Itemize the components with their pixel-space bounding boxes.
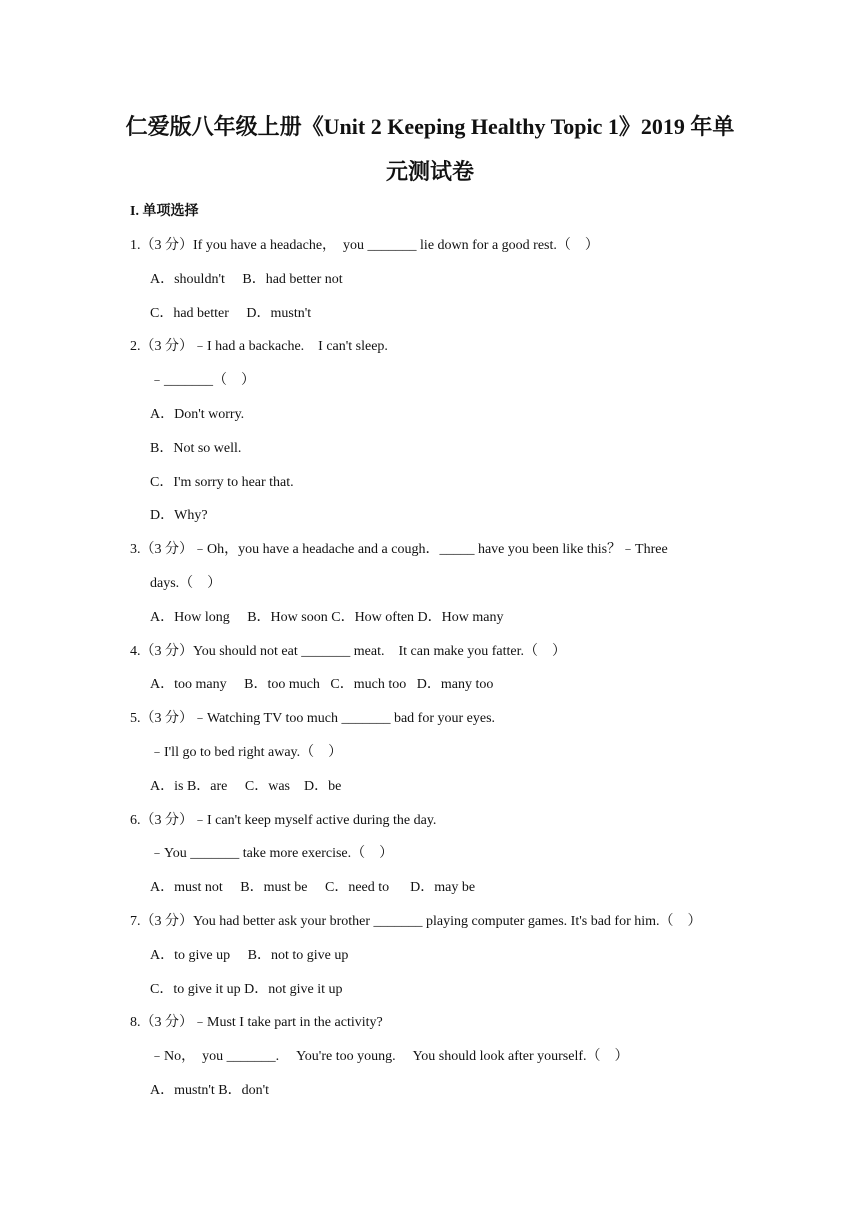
answer-option-line: A．must not B．must be C．need to D．may be: [150, 880, 476, 896]
answer-option-line: ﹣_______（ ）: [150, 373, 255, 389]
answer-option-line: A．is B．are C．was D．be: [150, 778, 342, 794]
question-stem: 7.（3 分）You had better ask your brother _______ playing computer games. It's bad for him.（ ）: [130, 914, 702, 929]
answer-option-line: C．I'm sorry to hear that.: [150, 474, 294, 490]
question-stem: 6.（3 分）﹣I can't keep myself active during the day.: [130, 812, 437, 828]
answer-option-line: A．shouldn't B．had better not: [150, 271, 343, 287]
question-stem: 4.（3 分）You should not eat _______ meat. It can make you fatter.（ ）: [130, 643, 567, 659]
answer-option-line: D．Why?: [150, 508, 208, 524]
answer-option-line: B．Not so well.: [150, 440, 242, 456]
question-stem: 2.（3 分）﹣I had a backache. I can't sleep.: [130, 339, 388, 355]
answer-option-line: C．to give it up D．not give it up: [150, 981, 343, 997]
answer-option-line: C．had better D．mustn't: [150, 305, 312, 321]
answer-option-line: A．too many B．too much C．much too D．many too: [150, 677, 494, 693]
question-stem: 3.（3 分）﹣Oh，you have a headache and a cough．_____ have you been like this？﹣Three: [130, 542, 668, 558]
answer-option-line: days.（ ）: [150, 576, 222, 591]
answer-option-line: ﹣You _______ take more exercise.（ ）: [150, 846, 394, 862]
question-stem: 1.（3 分）If you have a headache， you _______ lie down for a good rest.（ ）: [130, 238, 599, 253]
answer-option-line: ﹣No， you _______. You're too young. You should look after yourself.（ ）: [150, 1049, 629, 1065]
answer-option-line: A．to give up B．not to give up: [150, 947, 349, 963]
answer-option-line: A．mustn't B．don't: [150, 1083, 269, 1098]
answer-option-line: A．How long B．How soon C．How often D．How many: [150, 609, 504, 625]
question-stem: 5.（3 分）﹣Watching TV too much _______ bad for your eyes.: [130, 711, 496, 727]
page-title: 仁爱版八年级上册《Unit 2 Keeping Healthy Topic 1》2019 年单: [125, 114, 735, 139]
answer-option-line: A．Don't worry.: [150, 407, 245, 422]
answer-option-line: ﹣I'll go to bed right away.（ ）: [150, 745, 343, 760]
page-title-continued: 元测试卷: [385, 159, 474, 184]
section-heading: I. 单项选择: [130, 204, 199, 219]
question-stem: 8.（3 分）﹣Must I take part in the activity?: [130, 1015, 383, 1031]
